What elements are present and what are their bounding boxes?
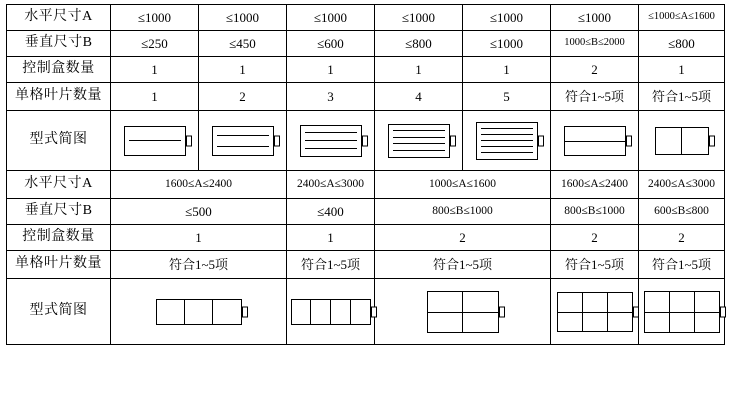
- table-row: [7, 31, 725, 57]
- blind-4-slat-icon: [388, 124, 450, 158]
- blind-3-slat-icon: [300, 125, 362, 157]
- blind-two-col-icon: [655, 127, 709, 155]
- table-row-diagrams: [7, 111, 725, 171]
- diagram-cell: [111, 279, 287, 345]
- cell: 3: [287, 83, 375, 111]
- table-row: [7, 251, 725, 279]
- diagram-cell: [551, 279, 639, 345]
- cell: 2400≤A≤3000: [639, 171, 725, 199]
- cell: 1: [287, 57, 375, 83]
- cell: 符合1~5项: [375, 251, 551, 279]
- cell: 1: [463, 57, 551, 83]
- cell: 800≤B≤1000: [551, 199, 639, 225]
- table-row: [7, 199, 725, 225]
- blind-3x2-grid-icon: [557, 292, 633, 332]
- cell: 符合1~5项: [287, 251, 375, 279]
- cell: 符合1~5项: [111, 251, 287, 279]
- diagram-cell: [551, 111, 639, 171]
- cell: ≤600: [287, 31, 375, 57]
- cell: 1: [287, 225, 375, 251]
- blind-3x2-grid-wide-icon: [644, 291, 720, 333]
- diagram-cell: [639, 111, 725, 171]
- diagram-cell: [375, 279, 551, 345]
- cell: 符合1~5项: [639, 251, 725, 279]
- blind-2-slat-icon: [212, 126, 274, 156]
- cell: ≤1000: [375, 5, 463, 31]
- diagram-cell: [199, 111, 287, 171]
- diagram-cell: [287, 279, 375, 345]
- cell: 1000≤A≤1600: [375, 171, 551, 199]
- blind-2x2-grid-icon: [427, 291, 499, 333]
- cell: 2: [551, 57, 639, 83]
- row-label-control-box-count-2: 控制盒数量: [7, 225, 111, 251]
- cell: ≤1000≤A≤1600: [639, 5, 725, 31]
- cell: 符合1~5项: [551, 251, 639, 279]
- cell: ≤500: [111, 199, 287, 225]
- blind-3-col-icon: [156, 299, 242, 325]
- table-row: [7, 57, 725, 83]
- cell: 1600≤A≤2400: [111, 171, 287, 199]
- blind-two-box-icon: [564, 126, 626, 156]
- cell: 2: [551, 225, 639, 251]
- table-row: [7, 225, 725, 251]
- cell: 1: [111, 57, 199, 83]
- cell: ≤1000: [199, 5, 287, 31]
- row-label-slat-count-2: 单格叶片数量: [7, 251, 111, 279]
- cell: 1600≤A≤2400: [551, 171, 639, 199]
- row-label-horizontal-size-2: 水平尺寸A: [7, 171, 111, 199]
- cell: 1: [111, 83, 199, 111]
- blind-5-slat-icon: [476, 122, 538, 160]
- cell: 5: [463, 83, 551, 111]
- blind-4-col-icon: [291, 299, 371, 325]
- cell: 1: [199, 57, 287, 83]
- table-row: [7, 83, 725, 111]
- cell: ≤1000: [463, 31, 551, 57]
- row-label-vertical-size: 垂直尺寸B: [7, 31, 111, 57]
- cell: 800≤B≤1000: [375, 199, 551, 225]
- row-label-type-diagram: 型式简图: [7, 111, 111, 171]
- cell: ≤1000: [463, 5, 551, 31]
- row-label-slat-count: 单格叶片数量: [7, 83, 111, 111]
- diagram-cell: [375, 111, 463, 171]
- cell: ≤1000: [111, 5, 199, 31]
- cell: ≤400: [287, 199, 375, 225]
- diagram-cell: [639, 279, 725, 345]
- row-label-control-box-count: 控制盒数量: [7, 57, 111, 83]
- cell: 2400≤A≤3000: [287, 171, 375, 199]
- blind-specification-table: [6, 4, 725, 345]
- cell: 4: [375, 83, 463, 111]
- cell: 1: [111, 225, 287, 251]
- diagram-cell: [463, 111, 551, 171]
- diagram-cell: [287, 111, 375, 171]
- table-row-diagrams: [7, 279, 725, 345]
- cell: ≤250: [111, 31, 199, 57]
- cell: ≤800: [375, 31, 463, 57]
- row-label-horizontal-size: 水平尺寸A: [7, 5, 111, 31]
- cell: 2: [375, 225, 551, 251]
- cell: 1: [375, 57, 463, 83]
- cell: ≤450: [199, 31, 287, 57]
- specification-sheet: [0, 4, 732, 410]
- cell: 1000≤B≤2000: [551, 31, 639, 57]
- row-label-vertical-size-2: 垂直尺寸B: [7, 199, 111, 225]
- cell: 2: [199, 83, 287, 111]
- cell: ≤1000: [551, 5, 639, 31]
- blind-1-slat-icon: [124, 126, 186, 156]
- diagram-cell: [111, 111, 199, 171]
- cell: 2: [639, 225, 725, 251]
- cell: 600≤B≤800: [639, 199, 725, 225]
- table-row: [7, 5, 725, 31]
- cell: 符合1~5项: [639, 83, 725, 111]
- cell: ≤800: [639, 31, 725, 57]
- row-label-type-diagram-2: 型式简图: [7, 279, 111, 345]
- cell: 1: [639, 57, 725, 83]
- table-row: [7, 171, 725, 199]
- cell: 符合1~5项: [551, 83, 639, 111]
- cell: ≤1000: [287, 5, 375, 31]
